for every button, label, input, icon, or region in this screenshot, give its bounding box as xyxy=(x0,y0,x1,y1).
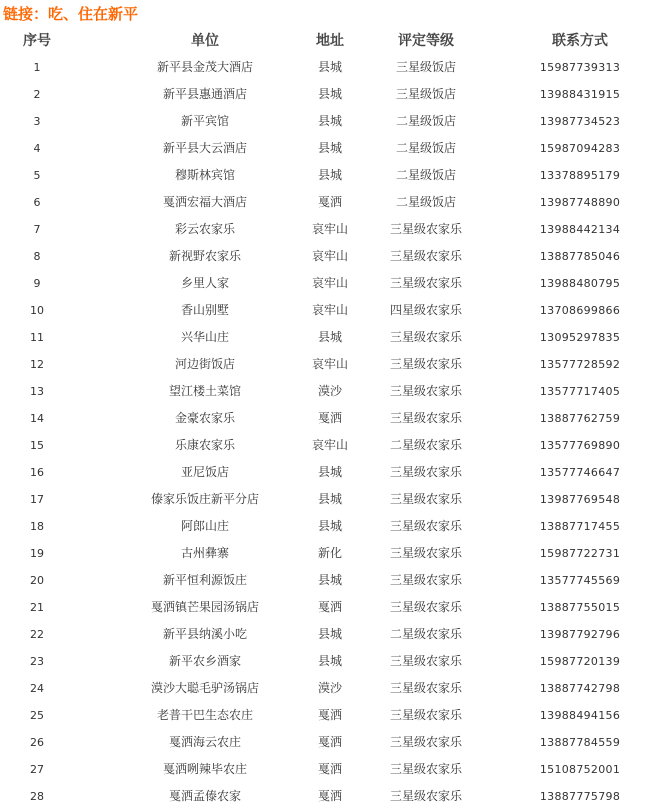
cell-contact: 13095297835 xyxy=(539,331,621,344)
table-header-row xyxy=(0,28,645,54)
cell-contact: 13987769548 xyxy=(539,493,621,506)
cell-name: 戛洒咧辣毕农庄 xyxy=(162,762,247,776)
cell-no: 12 xyxy=(30,358,44,371)
cell-no: 21 xyxy=(30,601,44,614)
cell-address: 县城 xyxy=(317,465,342,479)
cell-grade: 三星级农家乐 xyxy=(389,735,462,749)
cell-name: 新平县惠通酒店 xyxy=(162,87,247,101)
cell-grade: 三星级农家乐 xyxy=(389,492,462,506)
cell-grade: 三星级农家乐 xyxy=(389,276,462,290)
cell-name: 新平恒利源饭庄 xyxy=(162,573,247,587)
table-row xyxy=(0,243,645,270)
cell-contact: 13988494156 xyxy=(539,709,621,722)
cell-grade: 三星级农家乐 xyxy=(389,600,462,614)
column-header-contact: 联系方式 xyxy=(552,33,608,49)
cell-contact: 13577746647 xyxy=(539,466,621,479)
cell-address: 哀牢山 xyxy=(311,303,348,317)
cell-no: 26 xyxy=(30,736,44,749)
column-header-address: 地址 xyxy=(316,33,344,49)
cell-name: 戛洒孟傣农家 xyxy=(168,789,241,803)
cell-contact: 15987094283 xyxy=(539,142,621,155)
cell-name: 穆斯林宾馆 xyxy=(174,168,235,182)
table-row xyxy=(0,297,645,324)
table-row xyxy=(0,702,645,729)
cell-no: 23 xyxy=(30,655,44,668)
cell-address: 戛洒 xyxy=(317,411,342,425)
cell-name: 戛洒海云农庄 xyxy=(168,735,241,749)
table-row xyxy=(0,513,645,540)
cell-contact: 13887785046 xyxy=(539,250,621,263)
cell-grade: 三星级农家乐 xyxy=(389,762,462,776)
cell-address: 新化 xyxy=(317,546,342,560)
cell-no: 24 xyxy=(30,682,44,695)
cell-contact: 15108752001 xyxy=(539,763,621,776)
cell-address: 县城 xyxy=(317,330,342,344)
cell-address: 县城 xyxy=(317,141,342,155)
cell-name: 新平农乡酒家 xyxy=(168,654,241,668)
table-row xyxy=(0,729,645,756)
table-row xyxy=(0,270,645,297)
cell-grade: 二星级农家乐 xyxy=(389,627,462,641)
table-row xyxy=(0,189,645,216)
cell-no: 10 xyxy=(30,304,44,317)
cell-address: 哀牢山 xyxy=(311,357,348,371)
cell-contact: 13378895179 xyxy=(539,169,621,182)
table-row xyxy=(0,756,645,783)
cell-address: 县城 xyxy=(317,60,342,74)
cell-grade: 四星级农家乐 xyxy=(389,303,462,317)
cell-address: 哀牢山 xyxy=(311,222,348,236)
table-row xyxy=(0,567,645,594)
cell-no: 18 xyxy=(30,520,44,533)
cell-no: 8 xyxy=(33,250,41,263)
cell-contact: 13987748890 xyxy=(539,196,621,209)
table-body xyxy=(0,54,645,810)
cell-grade: 三星级农家乐 xyxy=(389,249,462,263)
cell-name: 新平宾馆 xyxy=(180,114,229,128)
table-row xyxy=(0,540,645,567)
cell-no: 5 xyxy=(33,169,41,182)
cell-name: 香山别墅 xyxy=(180,303,229,317)
cell-address: 县城 xyxy=(317,87,342,101)
cell-name: 阿郎山庄 xyxy=(180,519,229,533)
cell-name: 乐康农家乐 xyxy=(174,438,235,452)
page-title: 链接：吃、住在新平 xyxy=(3,5,139,23)
cell-address: 漠沙 xyxy=(317,681,342,695)
cell-no: 14 xyxy=(30,412,44,425)
table-row xyxy=(0,324,645,351)
cell-no: 4 xyxy=(33,142,41,155)
cell-name: 戛洒宏福大酒店 xyxy=(162,195,247,209)
cell-contact: 13887784559 xyxy=(539,736,621,749)
cell-contact: 15987739313 xyxy=(539,61,621,74)
cell-no: 22 xyxy=(30,628,44,641)
table-row xyxy=(0,648,645,675)
column-header-name: 单位 xyxy=(191,33,219,49)
cell-contact: 13987792796 xyxy=(539,628,621,641)
cell-grade: 三星级农家乐 xyxy=(389,465,462,479)
cell-grade: 三星级农家乐 xyxy=(389,384,462,398)
cell-no: 25 xyxy=(30,709,44,722)
cell-name: 新平县大云酒店 xyxy=(162,141,247,155)
column-header-no: 序号 xyxy=(23,33,51,49)
cell-address: 哀牢山 xyxy=(311,276,348,290)
cell-address: 戛洒 xyxy=(317,600,342,614)
cell-contact: 13887742798 xyxy=(539,682,621,695)
cell-address: 县城 xyxy=(317,573,342,587)
cell-no: 2 xyxy=(33,88,41,101)
cell-address: 县城 xyxy=(317,654,342,668)
cell-contact: 15987720139 xyxy=(539,655,621,668)
cell-name: 漠沙大聪毛驴汤锅店 xyxy=(150,681,259,695)
cell-grade: 三星级农家乐 xyxy=(389,546,462,560)
cell-address: 哀牢山 xyxy=(311,438,348,452)
cell-no: 28 xyxy=(30,790,44,803)
cell-grade: 二星级饭店 xyxy=(395,141,456,155)
table-row xyxy=(0,621,645,648)
cell-contact: 13988431915 xyxy=(539,88,621,101)
cell-grade: 三星级农家乐 xyxy=(389,330,462,344)
cell-contact: 13987734523 xyxy=(539,115,621,128)
cell-grade: 三星级饭店 xyxy=(395,87,456,101)
cell-contact: 13708699866 xyxy=(539,304,621,317)
cell-no: 17 xyxy=(30,493,44,506)
cell-name: 金豪农家乐 xyxy=(174,411,235,425)
cell-no: 6 xyxy=(33,196,41,209)
cell-no: 9 xyxy=(33,277,41,290)
table-row xyxy=(0,594,645,621)
cell-address: 戛洒 xyxy=(317,708,342,722)
cell-address: 县城 xyxy=(317,114,342,128)
cell-grade: 三星级农家乐 xyxy=(389,357,462,371)
table-row xyxy=(0,216,645,243)
table-row xyxy=(0,135,645,162)
cell-no: 11 xyxy=(30,331,44,344)
table-row xyxy=(0,162,645,189)
cell-address: 戛洒 xyxy=(317,789,342,803)
cell-contact: 13988442134 xyxy=(539,223,621,236)
cell-contact: 15987722731 xyxy=(539,547,621,560)
cell-address: 哀牢山 xyxy=(311,249,348,263)
table-row xyxy=(0,54,645,81)
cell-address: 戛洒 xyxy=(317,195,342,209)
cell-name: 新平县纳溪小吃 xyxy=(162,627,247,641)
table-row xyxy=(0,108,645,135)
cell-no: 16 xyxy=(30,466,44,479)
cell-grade: 三星级农家乐 xyxy=(389,573,462,587)
table-row xyxy=(0,432,645,459)
cell-contact: 13577769890 xyxy=(539,439,621,452)
cell-name: 河边街饭店 xyxy=(174,357,235,371)
cell-no: 19 xyxy=(30,547,44,560)
cell-no: 7 xyxy=(33,223,41,236)
cell-grade: 三星级农家乐 xyxy=(389,222,462,236)
cell-no: 3 xyxy=(33,115,41,128)
table-row xyxy=(0,486,645,513)
cell-name: 新视野农家乐 xyxy=(168,249,241,263)
cell-address: 县城 xyxy=(317,627,342,641)
cell-no: 27 xyxy=(30,763,44,776)
cell-contact: 13577745569 xyxy=(539,574,621,587)
cell-grade: 二星级饭店 xyxy=(395,114,456,128)
table-row xyxy=(0,405,645,432)
column-header-grade: 评定等级 xyxy=(398,33,454,49)
cell-grade: 二星级饭店 xyxy=(395,168,456,182)
cell-no: 1 xyxy=(33,61,41,74)
cell-name: 兴华山庄 xyxy=(180,330,229,344)
table-row xyxy=(0,378,645,405)
cell-address: 县城 xyxy=(317,492,342,506)
cell-name: 戛洒镇芒果园汤锅店 xyxy=(150,600,259,614)
cell-grade: 二星级饭店 xyxy=(395,195,456,209)
cell-contact: 13887775798 xyxy=(539,790,621,803)
cell-grade: 三星级农家乐 xyxy=(389,519,462,533)
cell-grade: 三星级农家乐 xyxy=(389,681,462,695)
cell-address: 戛洒 xyxy=(317,735,342,749)
cell-no: 20 xyxy=(30,574,44,587)
cell-name: 亚尼饭店 xyxy=(180,465,229,479)
table-row xyxy=(0,459,645,486)
table-row xyxy=(0,81,645,108)
cell-name: 乡里人家 xyxy=(180,276,229,290)
cell-name: 古州彝寨 xyxy=(180,546,229,560)
cell-grade: 三星级农家乐 xyxy=(389,411,462,425)
cell-address: 戛洒 xyxy=(317,762,342,776)
cell-no: 15 xyxy=(30,439,44,452)
table-row xyxy=(0,675,645,702)
cell-grade: 三星级农家乐 xyxy=(389,789,462,803)
cell-name: 老普干巴生态农庄 xyxy=(156,708,253,722)
cell-contact: 13887717455 xyxy=(539,520,621,533)
cell-name: 傣家乐饭庄新平分店 xyxy=(150,492,259,506)
cell-grade: 三星级饭店 xyxy=(395,60,456,74)
cell-grade: 二星级农家乐 xyxy=(389,438,462,452)
cell-name: 新平县金茂大酒店 xyxy=(156,60,253,74)
cell-address: 县城 xyxy=(317,168,342,182)
cell-contact: 13577717405 xyxy=(539,385,621,398)
cell-address: 县城 xyxy=(317,519,342,533)
table-row xyxy=(0,351,645,378)
cell-name: 彩云农家乐 xyxy=(174,222,235,236)
cell-no: 13 xyxy=(30,385,44,398)
cell-grade: 三星级农家乐 xyxy=(389,708,462,722)
table-row xyxy=(0,783,645,810)
cell-grade: 三星级农家乐 xyxy=(389,654,462,668)
cell-contact: 13887762759 xyxy=(539,412,621,425)
cell-name: 望江楼土菜馆 xyxy=(168,384,241,398)
cell-address: 漠沙 xyxy=(317,384,342,398)
hotel-restaurant-table xyxy=(0,28,645,810)
cell-contact: 13887755015 xyxy=(539,601,621,614)
cell-contact: 13577728592 xyxy=(539,358,621,371)
cell-contact: 13988480795 xyxy=(539,277,621,290)
